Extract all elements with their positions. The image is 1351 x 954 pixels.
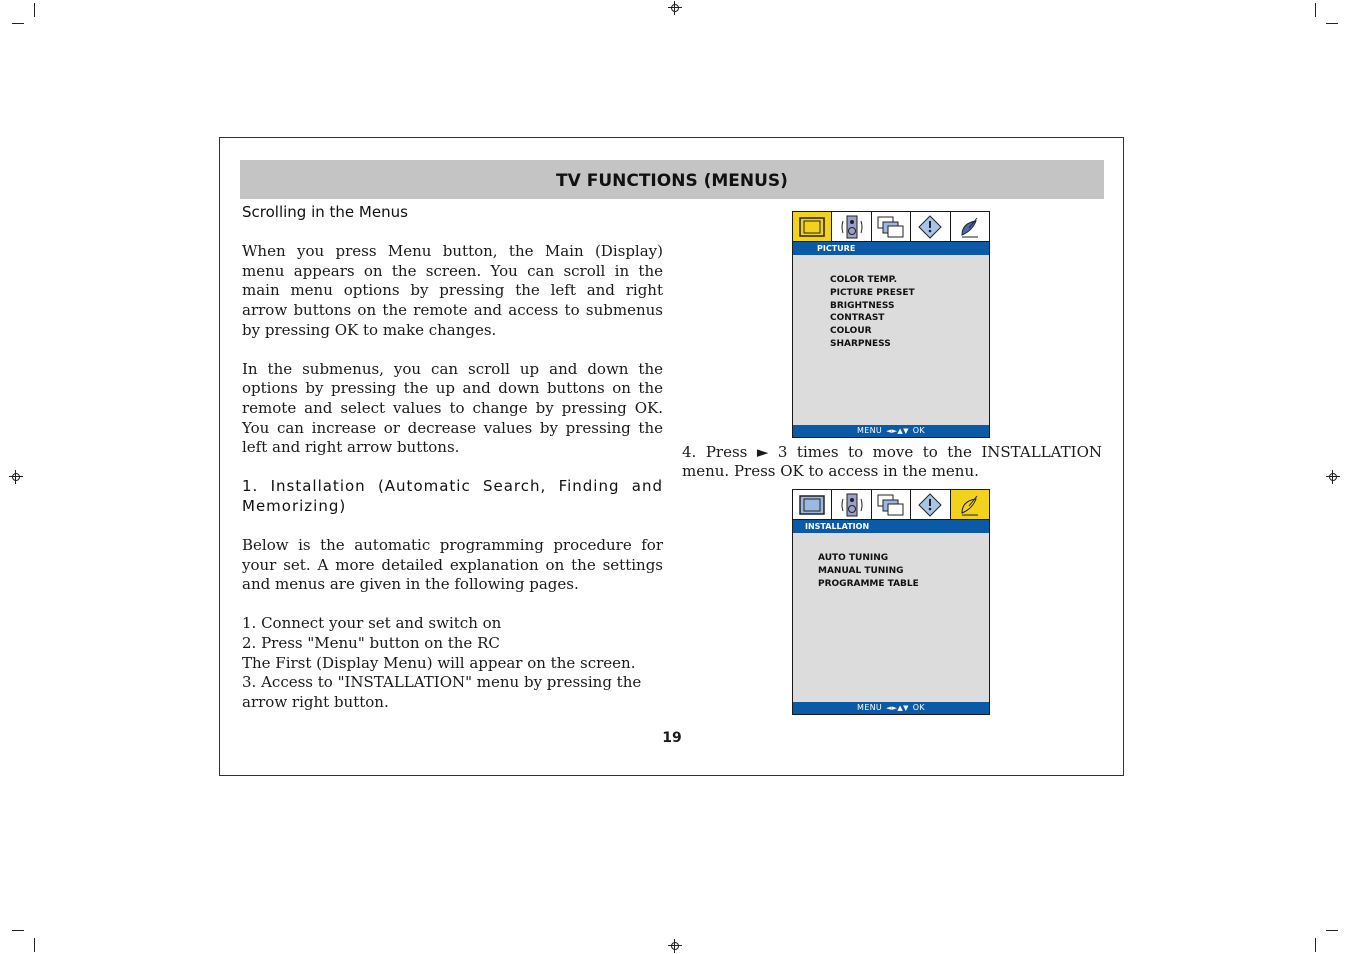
footer-ok-label: OK (912, 426, 925, 435)
satellite-dish-icon (958, 493, 982, 517)
step-item: 1. Connect your set and switch on (242, 614, 502, 633)
menu-title-bar (793, 520, 989, 533)
installation-tab (951, 212, 989, 241)
menu-items (793, 255, 989, 351)
submenu-paragraph: In the submenus, you can scroll up and down the options by pressing the up and down buttons on the remote and select values to change by pressing OK. You can increase or decrease values by pressing the left and right arrow buttons. (242, 359, 663, 457)
menu-footer (793, 425, 989, 437)
procedure-paragraph: Below is the automatic programming procedure for your set. A more detailed explanation on the settings and menus are given in the following pages. (242, 536, 663, 594)
crop-mark (1315, 938, 1316, 952)
picture-icon (799, 217, 825, 237)
windows-icon (877, 216, 905, 238)
diamond-icon (918, 215, 942, 239)
menu-title-bar (793, 242, 989, 255)
scroll-heading: Scrolling in the Menus (242, 203, 408, 221)
crop-mark (12, 23, 24, 24)
scroll-paragraph: When you press Menu button, the Main (Display) menu appears on the screen. You can scroll in the main menu options by pressing the left and right arrow buttons on the remote and access to submenus by pressing OK to make changes. (242, 242, 663, 339)
step-item: The First (Display Menu) will appear on the screen. (242, 653, 636, 672)
step-list (242, 614, 663, 712)
picture-menu-screen (792, 211, 990, 438)
menu-items (793, 533, 989, 590)
crop-mark (34, 3, 35, 17)
step-four-text: 4. Press ► 3 times to move to the INSTALLATION menu. Press OK to access in the menu. (682, 443, 1102, 480)
navigation-arrows-icon: ◄►▲▼ (886, 704, 909, 712)
menu-icon-bar (793, 490, 989, 520)
picture-icon (799, 495, 825, 515)
registration-mark (9, 470, 23, 484)
step-item: 2. Press "Menu" button on the RC (242, 634, 500, 653)
page-title: TV FUNCTIONS (MENUS) (240, 160, 1104, 199)
menu-title: PICTURE (817, 244, 856, 253)
menu-item[interactable]: BRIGHTNESS (830, 300, 895, 311)
settings-tab (911, 212, 950, 241)
installation-tab (951, 490, 989, 519)
footer-menu-label: MENU (857, 426, 883, 435)
navigation-arrows-icon: ◄►▲▼ (886, 427, 909, 435)
speaker-icon (841, 215, 863, 239)
satellite-dish-icon (958, 215, 982, 239)
speaker-icon (841, 493, 863, 517)
sound-tab (832, 212, 871, 241)
menu-item[interactable]: SHARPNESS (830, 338, 891, 349)
crop-mark (1315, 3, 1316, 17)
windows-icon (877, 494, 905, 516)
menu-item[interactable]: COLOR TEMP. (830, 275, 897, 285)
menu-item[interactable]: CONTRAST (830, 313, 885, 324)
features-tab (872, 212, 911, 241)
menu-icon-bar (793, 212, 989, 242)
menu-item[interactable]: AUTO TUNING (818, 553, 889, 563)
picture-tab (793, 212, 832, 241)
menu-footer (793, 702, 989, 714)
installation-menu-screen (792, 489, 990, 715)
registration-mark (668, 939, 682, 953)
page-number: 19 (662, 730, 682, 746)
registration-mark (668, 1, 682, 15)
menu-item[interactable]: PICTURE PRESET (830, 287, 915, 298)
footer-ok-label: OK (912, 703, 925, 712)
menu-item[interactable]: MANUAL TUNING (818, 565, 904, 576)
footer-menu-label: MENU (857, 703, 883, 712)
menu-item[interactable]: PROGRAMME TABLE (818, 578, 919, 589)
crop-mark (34, 938, 35, 952)
features-tab (872, 490, 911, 519)
picture-tab (793, 490, 832, 519)
menu-title: INSTALLATION (805, 522, 870, 531)
crop-mark (12, 930, 24, 931)
crop-mark (1326, 23, 1338, 24)
settings-tab (911, 490, 950, 519)
menu-item[interactable]: COLOUR (830, 326, 872, 337)
diamond-icon (918, 493, 942, 517)
registration-mark (1326, 470, 1340, 484)
sound-tab (832, 490, 871, 519)
installation-heading: 1. Installation (Automatic Search, Finding and Memorizing) (242, 477, 663, 515)
left-column (242, 203, 663, 712)
crop-mark (1326, 930, 1338, 931)
step-item: 3. Access to "INSTALLATION" menu by pressing the arrow right button. (242, 673, 642, 711)
